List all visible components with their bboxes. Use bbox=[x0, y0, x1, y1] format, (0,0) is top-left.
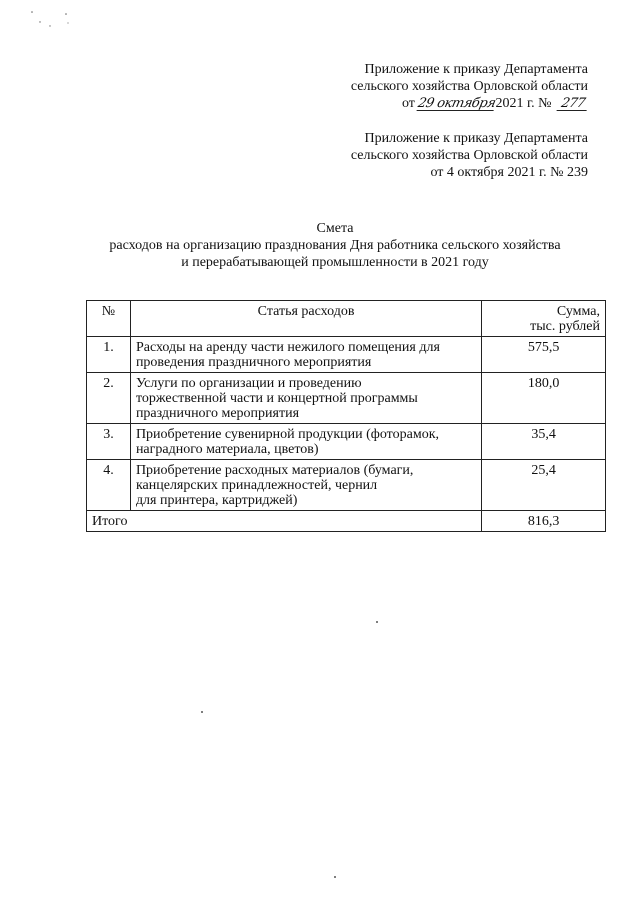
row-item bbox=[130, 460, 481, 511]
table-header-row bbox=[87, 301, 606, 337]
appendix-current-line1: Приложение к приказу Департамента bbox=[364, 62, 588, 77]
row-item-line: для принтера, картриджей) bbox=[135, 493, 298, 508]
header-sum-line2: тыс. рублей bbox=[530, 319, 600, 334]
row-item bbox=[130, 337, 481, 373]
document-title bbox=[60, 220, 610, 271]
row-number: 4. bbox=[87, 460, 131, 511]
row-sum: 25,4 bbox=[482, 460, 606, 511]
appendix-current-order bbox=[298, 61, 588, 112]
header-item: Статья расходов bbox=[130, 301, 481, 337]
appendix-previous-line2: сельского хозяйства Орловской области bbox=[350, 148, 588, 163]
header-sum-line1: Сумма, bbox=[556, 304, 600, 319]
total-label: Итого bbox=[87, 511, 482, 532]
title-line2: расходов на организацию празднования Дня работника сельского хозяйства bbox=[109, 238, 561, 253]
row-number: 1. bbox=[87, 337, 131, 373]
row-item-line: Приобретение сувенирной продукции (фоторамок, bbox=[135, 427, 439, 442]
scan-speck bbox=[376, 621, 378, 623]
row-sum: 575,5 bbox=[482, 337, 606, 373]
date-suffix: 2021 г. № bbox=[495, 96, 552, 111]
appendix-current-line2: сельского хозяйства Орловской области bbox=[350, 79, 588, 94]
row-item-line: Приобретение расходных материалов (бумаги, bbox=[135, 463, 414, 478]
table-row bbox=[87, 373, 606, 424]
scan-speck bbox=[334, 876, 336, 878]
row-item-line: наградного материала, цветов) bbox=[135, 442, 319, 457]
row-item-line: праздничного мероприятия bbox=[135, 406, 300, 421]
header-sum bbox=[482, 301, 606, 337]
row-item-line: торжественной части и концертной программы bbox=[135, 391, 418, 406]
row-item-line: Расходы на аренду части нежилого помещения для bbox=[135, 340, 440, 355]
row-sum: 180,0 bbox=[482, 373, 606, 424]
row-item-line: канцелярских принадлежностей, чернил bbox=[135, 478, 378, 493]
title-line3: и перерабатывающей промышленности в 2021 году bbox=[181, 255, 489, 270]
row-item bbox=[130, 373, 481, 424]
date-prefix: от bbox=[401, 96, 415, 111]
row-item-line: Услуги по организации и проведению bbox=[135, 376, 362, 391]
row-number: 3. bbox=[87, 424, 131, 460]
table-row bbox=[87, 337, 606, 373]
appendix-previous-line3: от 4 октября 2021 г. № 239 bbox=[430, 165, 588, 180]
scan-speck bbox=[201, 711, 203, 713]
appendix-previous-line1: Приложение к приказу Департамента bbox=[364, 131, 588, 146]
handwritten-date: 29 октября bbox=[416, 96, 498, 111]
row-sum: 35,4 bbox=[482, 424, 606, 460]
table-row bbox=[87, 424, 606, 460]
table-total-row bbox=[87, 511, 606, 532]
row-number: 2. bbox=[87, 373, 131, 424]
row-item-line: проведения праздничного мероприятия bbox=[135, 355, 372, 370]
table-row bbox=[87, 460, 606, 511]
total-sum: 816,3 bbox=[482, 511, 606, 532]
appendix-current-date-line bbox=[298, 95, 588, 112]
scan-specks bbox=[28, 8, 88, 30]
header-number: № bbox=[87, 301, 131, 337]
title-line1: Смета bbox=[316, 221, 354, 236]
estimate-table bbox=[86, 300, 606, 532]
handwritten-order-number: 277 bbox=[557, 97, 590, 111]
appendix-previous-order bbox=[298, 130, 588, 181]
row-item bbox=[130, 424, 481, 460]
